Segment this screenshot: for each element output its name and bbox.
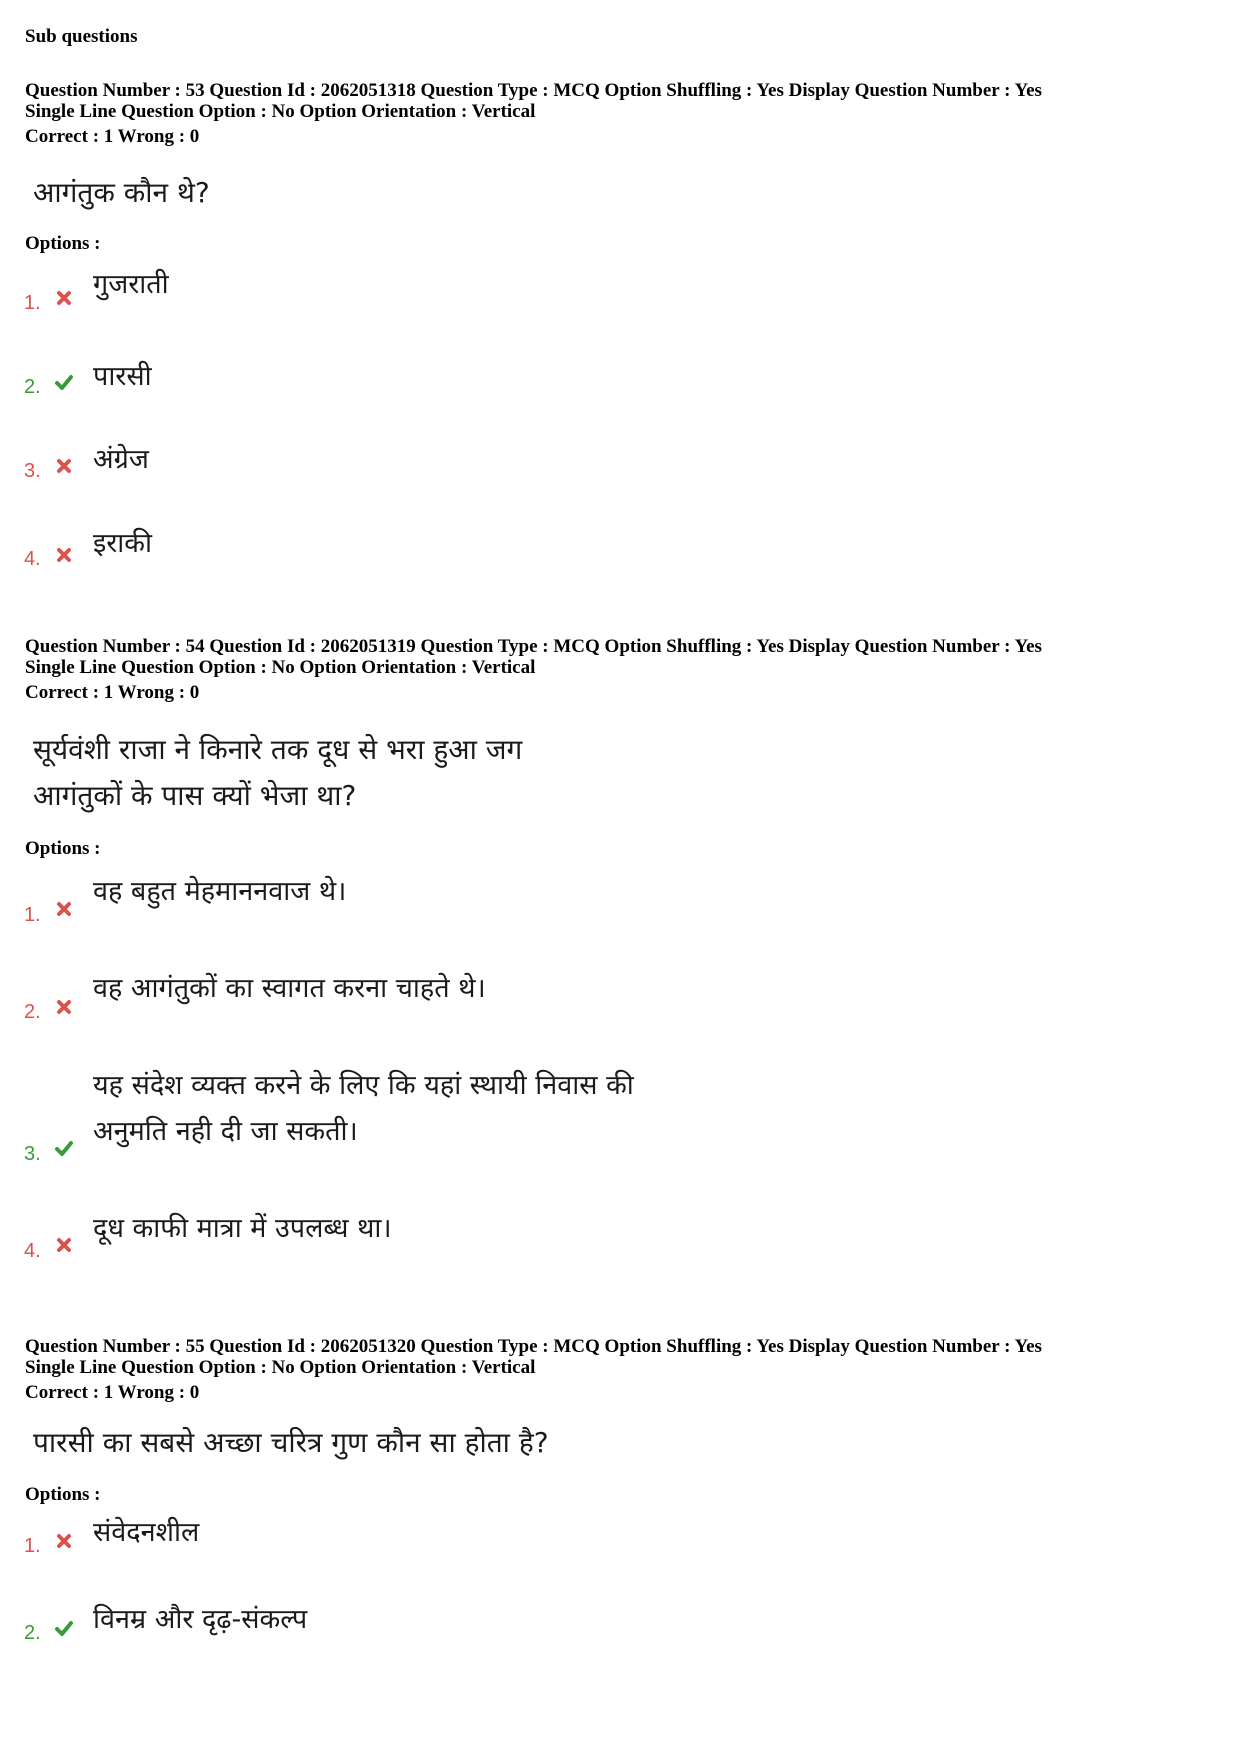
check-icon: [54, 1139, 74, 1159]
section-title: Sub questions: [25, 26, 138, 47]
option-number: 4.: [24, 548, 41, 570]
option-text: संवेदनशील: [93, 1517, 200, 1548]
option-number: 2.: [24, 376, 41, 398]
option-text: दूध काफी मात्रा में उपलब्ध था।: [93, 1213, 392, 1244]
options-label: Options :: [25, 1484, 101, 1505]
cross-icon: [54, 1531, 74, 1551]
option-text: यह संदेश व्यक्त करने के लिए कि यहां स्थायी निवास की: [93, 1070, 634, 1101]
cross-icon: [54, 1235, 74, 1255]
option-text: गुजराती: [93, 269, 169, 300]
option-number: 3.: [24, 460, 41, 482]
options-label: Options :: [25, 838, 101, 859]
option-text: विनम्र और दृढ़-संकल्प: [93, 1604, 308, 1635]
cross-icon: [54, 545, 74, 565]
question-text-line: पारसी का सबसे अच्छा चरित्र गुण कौन सा होता है?: [33, 1426, 549, 1459]
option-number: 2.: [24, 1622, 41, 1644]
option-text: वह आगंतुकों का स्वागत करना चाहते थे।: [93, 973, 486, 1004]
cross-icon: [54, 997, 74, 1017]
option-text: अंग्रेज: [93, 444, 149, 475]
option-number: 3.: [24, 1143, 41, 1165]
option-number: 1.: [24, 1535, 41, 1557]
option-text: इराकी: [93, 528, 153, 559]
question-meta-line1: Question Number : 55 Question Id : 2062051320 Question Type : MCQ Option Shuffling : Yes Display Question Number : Yes: [25, 1336, 1042, 1357]
question-text-line: सूर्यवंशी राजा ने किनारे तक दूध से भरा हुआ जग: [33, 733, 523, 766]
cross-icon: [54, 899, 74, 919]
cross-icon: [54, 456, 74, 476]
question-meta-line2: Single Line Question Option : No Option Orientation : Vertical: [25, 1357, 536, 1378]
marking-scheme: Correct : 1 Wrong : 0: [25, 1382, 200, 1403]
option-text: अनुमति नही दी जा सकती।: [93, 1116, 358, 1147]
option-text: वह बहुत मेहमाननवाज थे।: [93, 876, 347, 907]
option-number: 4.: [24, 1240, 41, 1262]
options-label: Options :: [25, 233, 101, 254]
question-meta-line1: Question Number : 54 Question Id : 2062051319 Question Type : MCQ Option Shuffling : Yes Display Question Number : Yes: [25, 636, 1042, 657]
question-text-line: आगंतुकों के पास क्यों भेजा था?: [33, 779, 357, 812]
question-text-line: आगंतुक कौन थे?: [33, 176, 210, 209]
option-number: 1.: [24, 904, 41, 926]
check-icon: [54, 1619, 74, 1639]
check-icon: [54, 373, 74, 393]
marking-scheme: Correct : 1 Wrong : 0: [25, 126, 200, 147]
option-number: 2.: [24, 1001, 41, 1023]
question-meta-line1: Question Number : 53 Question Id : 2062051318 Question Type : MCQ Option Shuffling : Yes Display Question Number : Yes: [25, 80, 1042, 101]
question-meta-line2: Single Line Question Option : No Option Orientation : Vertical: [25, 657, 536, 678]
option-number: 1.: [24, 292, 41, 314]
option-text: पारसी: [93, 361, 152, 392]
question-meta-line2: Single Line Question Option : No Option Orientation : Vertical: [25, 101, 536, 122]
cross-icon: [54, 288, 74, 308]
marking-scheme: Correct : 1 Wrong : 0: [25, 682, 200, 703]
